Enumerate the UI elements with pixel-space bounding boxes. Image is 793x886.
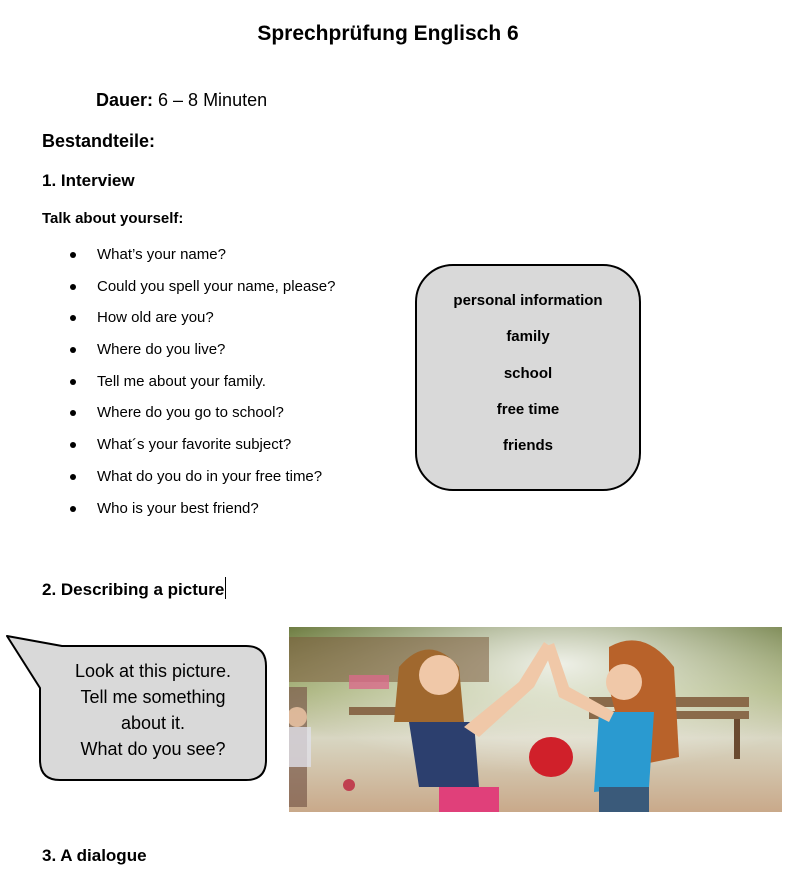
- components-heading: Bestandteile:: [42, 131, 156, 151]
- section-2-heading-text: 2. Describing a picture: [42, 580, 225, 599]
- section-1-subheading: Talk about yourself:: [42, 210, 184, 227]
- bubble-line: What do you see?: [80, 739, 226, 759]
- picture-photo: [289, 627, 782, 812]
- bubble-line: about it.: [120, 713, 186, 733]
- topic-item: personal information: [453, 292, 603, 309]
- topic-item: friends: [502, 437, 553, 455]
- list-item: Could you spell your name, please?: [64, 276, 335, 308]
- bubble-line: Look at this picture.: [74, 661, 232, 681]
- section-3-heading: 3. A dialogue: [42, 846, 147, 865]
- section-2-heading[interactable]: [42, 577, 226, 600]
- speech-bubble-text: [40, 658, 266, 762]
- topics-box: [415, 264, 641, 491]
- topic-item: free time: [496, 400, 560, 418]
- document-title: Sprechprüfung Englisch 6: [257, 22, 519, 45]
- duration-value: 6 – 8 Minuten: [158, 90, 268, 110]
- text-cursor: [225, 577, 226, 599]
- list-item: Who is your best friend?: [64, 498, 335, 530]
- list-item: What´s your favorite subject?: [64, 434, 335, 466]
- bubble-line: Tell me something: [80, 687, 226, 707]
- duration-label: Dauer:: [96, 90, 154, 110]
- list-item: Where do you go to school?: [64, 402, 335, 434]
- list-item: What do you do in your free time?: [64, 466, 335, 498]
- list-item: How old are you?: [64, 307, 335, 339]
- topic-item: school: [503, 364, 553, 382]
- list-item: Tell me about your family.: [64, 371, 335, 403]
- section-1-heading: 1. Interview: [42, 171, 135, 190]
- topic-item: family: [506, 328, 550, 346]
- list-item: What’s your name?: [64, 244, 335, 276]
- list-item: Where do you live?: [64, 339, 335, 371]
- duration-line: [96, 90, 267, 111]
- question-list: [64, 244, 335, 529]
